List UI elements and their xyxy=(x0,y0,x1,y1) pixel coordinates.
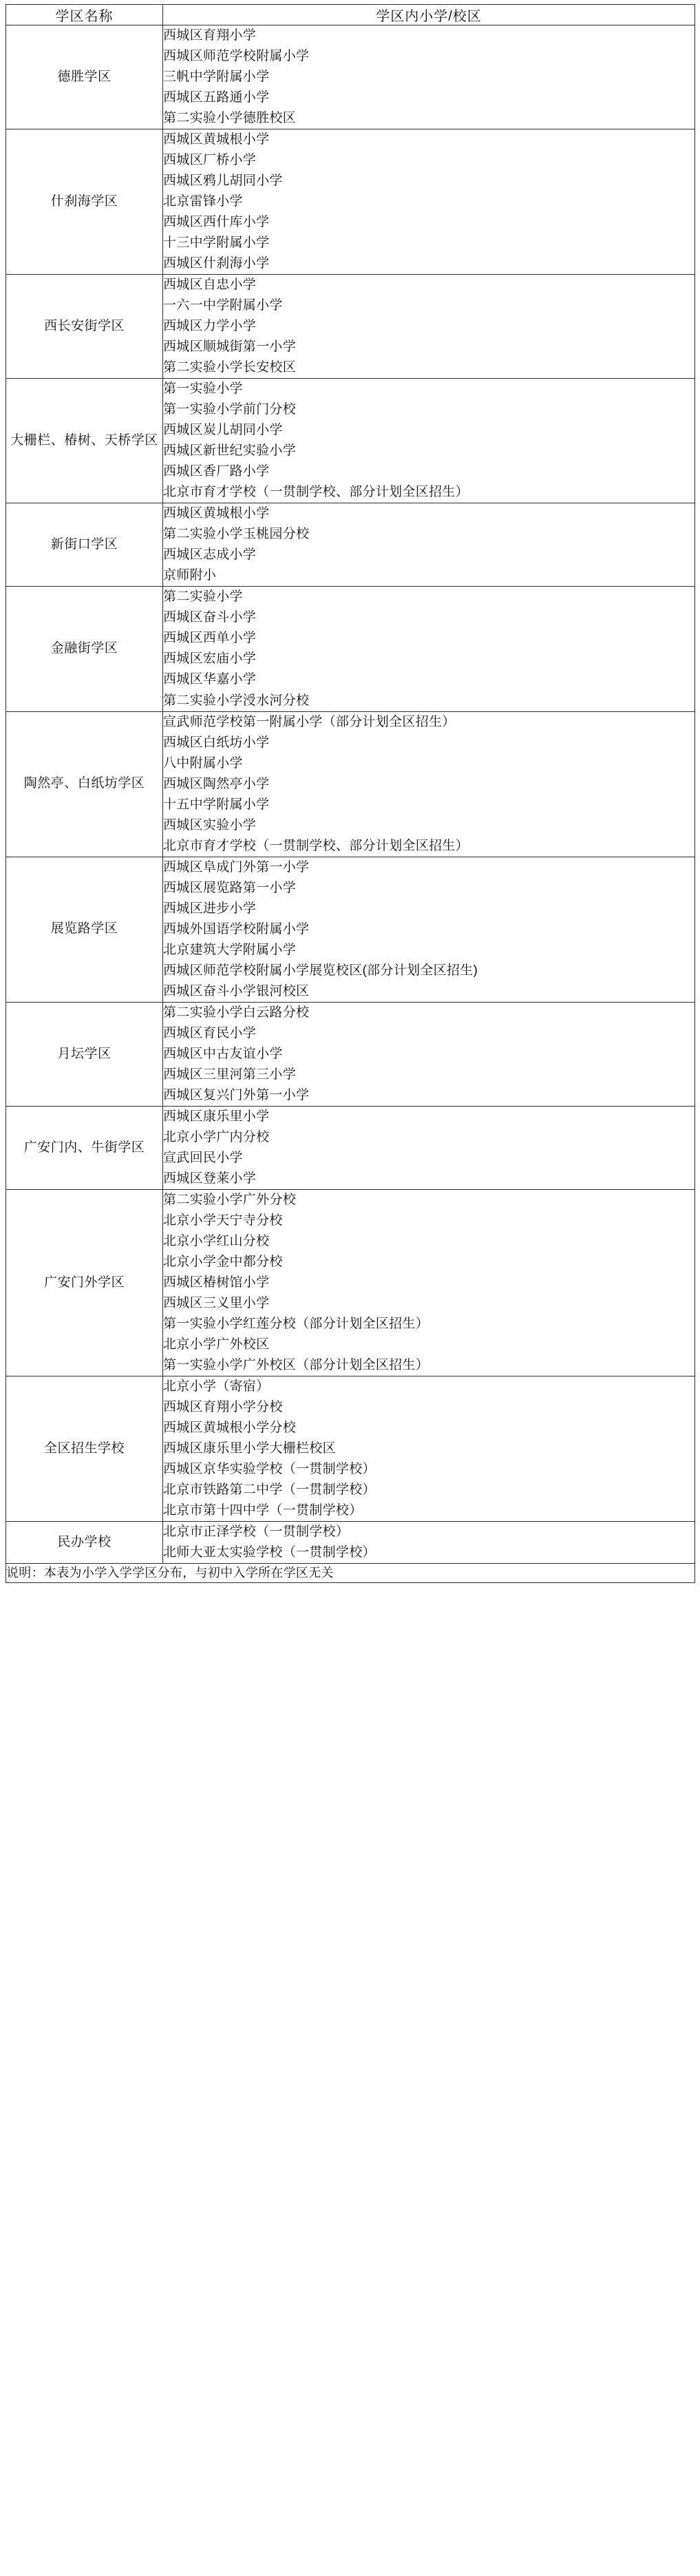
school-item: 西城区陶然亭小学 xyxy=(163,776,270,791)
table-row xyxy=(6,129,695,275)
school-item: 北京雷锋小学 xyxy=(163,194,243,209)
school-item: 西城区新世纪实验小学 xyxy=(163,443,297,459)
school-item: 西城区实验小学 xyxy=(163,817,257,833)
school-list xyxy=(163,275,695,379)
table-note-row xyxy=(6,1564,695,1583)
school-item: 北师大亚太实验学校（一贯制学校） xyxy=(163,1545,376,1560)
school-item: 西城区三义里小学 xyxy=(163,1295,270,1310)
school-item: 西城区黄城根小学 xyxy=(163,132,270,147)
school-item: 西城区育翔小学 xyxy=(163,28,257,43)
school-item: 北京市育才学校（一贯制学校、部分计划全区招生） xyxy=(163,485,469,500)
school-item: 西城区鸦儿胡同小学 xyxy=(163,174,283,189)
school-list xyxy=(163,1002,695,1106)
school-item: 西城区奋斗小学 xyxy=(163,610,257,625)
district-name: 德胜学区 xyxy=(6,25,163,129)
school-item: 北京小学天宁寺分校 xyxy=(163,1213,283,1228)
school-item: 第二实验小学白云路分校 xyxy=(163,1005,310,1020)
table-note: 说明：本表为小学入学学区分布，与初中入学所在学区无关 xyxy=(6,1564,695,1583)
school-item: 北京市正泽学校（一贯制学校） xyxy=(163,1525,350,1540)
column-header-district-name: 学区名称 xyxy=(6,5,163,25)
school-list xyxy=(163,857,695,1002)
school-item: 京师附小 xyxy=(163,568,217,583)
school-item: 一六一中学附属小学 xyxy=(163,298,283,313)
school-item: 第二实验小学德胜校区 xyxy=(163,111,297,126)
table-row xyxy=(6,587,695,711)
school-list xyxy=(163,25,695,129)
school-item: 北京小学红山分校 xyxy=(163,1233,270,1248)
school-list xyxy=(163,1522,695,1564)
district-name: 广安门内、牛街学区 xyxy=(6,1106,163,1189)
school-item: 第一实验小学前门分校 xyxy=(163,402,297,417)
table-header-row xyxy=(6,5,695,25)
school-item: 北京市第十四中学（一贯制学校） xyxy=(163,1503,363,1518)
school-item: 北京小学广内分校 xyxy=(163,1129,270,1144)
school-item: 第二实验小学玉桃园分校 xyxy=(163,527,310,542)
table-header xyxy=(6,5,695,25)
school-item: 第一实验小学 xyxy=(163,381,243,397)
table-row xyxy=(6,1106,695,1189)
school-item: 西城区五路通小学 xyxy=(163,90,270,105)
school-item: 西城区西单小学 xyxy=(163,631,257,646)
school-item: 西城区育民小学 xyxy=(163,1025,257,1040)
school-item: 西城区师范学校附属小学 xyxy=(163,49,310,64)
school-list xyxy=(163,1189,695,1376)
district-name: 民办学校 xyxy=(6,1522,163,1564)
table-row xyxy=(6,275,695,379)
school-item: 西城区顺城街第一小学 xyxy=(163,339,297,355)
school-item: 西城区中古友谊小学 xyxy=(163,1046,283,1061)
school-item: 北京建筑大学附属小学 xyxy=(163,942,297,957)
school-item: 西城区炭儿胡同小学 xyxy=(163,423,283,438)
school-item: 西城区厂桥小学 xyxy=(163,153,257,168)
table-row xyxy=(6,1376,695,1522)
school-item: 十五中学附属小学 xyxy=(163,797,270,812)
school-item: 西城区华嘉小学 xyxy=(163,672,257,687)
school-item: 西城区什刹海小学 xyxy=(163,256,270,271)
school-item: 北京小学广外校区 xyxy=(163,1337,270,1352)
school-item: 西城区三里河第三小学 xyxy=(163,1067,297,1082)
school-list xyxy=(163,1376,695,1522)
school-item: 十三中学附属小学 xyxy=(163,235,270,251)
school-item: 西城区白纸坊小学 xyxy=(163,735,270,750)
school-item: 宣武师范学校第一附属小学（部分计划全区招生） xyxy=(163,714,456,729)
table-row xyxy=(6,711,695,857)
school-item: 西城区香厂路小学 xyxy=(163,464,270,479)
school-item: 西城区登莱小学 xyxy=(163,1171,257,1186)
school-item: 宣武回民小学 xyxy=(163,1150,243,1165)
table-row xyxy=(6,379,695,503)
school-item: 西城区复兴门外第一小学 xyxy=(163,1087,310,1102)
district-name: 陶然亭、白纸坊学区 xyxy=(6,711,163,857)
school-item: 西城区椿树馆小学 xyxy=(163,1275,270,1290)
school-item: 西城区康乐里小学 xyxy=(163,1109,270,1124)
school-list xyxy=(163,379,695,503)
school-item: 第二实验小学 xyxy=(163,589,243,605)
school-item: 西城外国语学校附属小学 xyxy=(163,921,310,936)
school-item: 西城区黄城根小学分校 xyxy=(163,1421,297,1436)
table-row xyxy=(6,1189,695,1376)
district-name: 全区招生学校 xyxy=(6,1376,163,1522)
school-item: 三帆中学附属小学 xyxy=(163,70,270,85)
school-item: 西城区京华实验学校（一贯制学校） xyxy=(163,1462,376,1477)
school-item: 第一实验小学红莲分校（部分计划全区招生） xyxy=(163,1316,429,1331)
school-item: 第一实验小学广外校区（部分计划全区招生） xyxy=(163,1358,429,1372)
school-district-table xyxy=(6,4,695,1583)
school-item: 西城区西什库小学 xyxy=(163,215,270,230)
district-name: 新街口学区 xyxy=(6,503,163,587)
school-list xyxy=(163,711,695,857)
district-name: 广安门外学区 xyxy=(6,1189,163,1376)
table-row xyxy=(6,503,695,587)
school-item: 西城区展览路第一小学 xyxy=(163,880,297,895)
school-item: 西城区进步小学 xyxy=(163,901,257,916)
school-item: 第二实验小学广外分校 xyxy=(163,1192,297,1207)
district-name: 月坛学区 xyxy=(6,1002,163,1106)
column-header-schools: 学区内小学/校区 xyxy=(163,5,695,25)
school-item: 西城区阜成门外第一小学 xyxy=(163,859,310,875)
school-item: 北京市育才学校（一贯制学校、部分计划全区招生） xyxy=(163,838,469,853)
school-list xyxy=(163,1106,695,1189)
district-name: 大栅栏、椿树、天桥学区 xyxy=(6,379,163,503)
table-row xyxy=(6,1522,695,1564)
district-name: 西长安街学区 xyxy=(6,275,163,379)
school-list xyxy=(163,587,695,711)
school-item: 西城区力学小学 xyxy=(163,319,257,334)
school-item: 北京小学金中都分校 xyxy=(163,1254,283,1269)
school-item: 西城区宏庙小学 xyxy=(163,651,257,667)
table-row xyxy=(6,25,695,129)
district-name: 展览路学区 xyxy=(6,857,163,1002)
school-item: 西城区康乐里小学大栅栏校区 xyxy=(163,1441,336,1456)
school-item: 北京小学（寄宿） xyxy=(163,1379,270,1394)
school-item: 西城区育翔小学分校 xyxy=(163,1400,283,1415)
district-name: 什刹海学区 xyxy=(6,129,163,275)
school-item: 北京市铁路第二中学（一贯制学校） xyxy=(163,1483,376,1498)
school-list xyxy=(163,503,695,587)
school-item: 八中附属小学 xyxy=(163,755,243,771)
district-name: 金融街学区 xyxy=(6,587,163,711)
table-body xyxy=(6,25,695,1583)
school-item: 第二实验小学涭水河分校 xyxy=(163,693,310,708)
school-item: 西城区黄城根小学 xyxy=(163,506,270,521)
school-item: 西城区奋斗小学银河校区 xyxy=(163,983,310,998)
school-item: 第二实验小学长安校区 xyxy=(163,360,297,375)
school-item: 西城区师范学校附属小学展览校区(部分计划全区招生) xyxy=(163,963,478,978)
school-item: 西城区自忠小学 xyxy=(163,278,257,293)
table-row xyxy=(6,857,695,1002)
school-item: 西城区志成小学 xyxy=(163,547,257,563)
school-list xyxy=(163,129,695,275)
table-row xyxy=(6,1002,695,1106)
